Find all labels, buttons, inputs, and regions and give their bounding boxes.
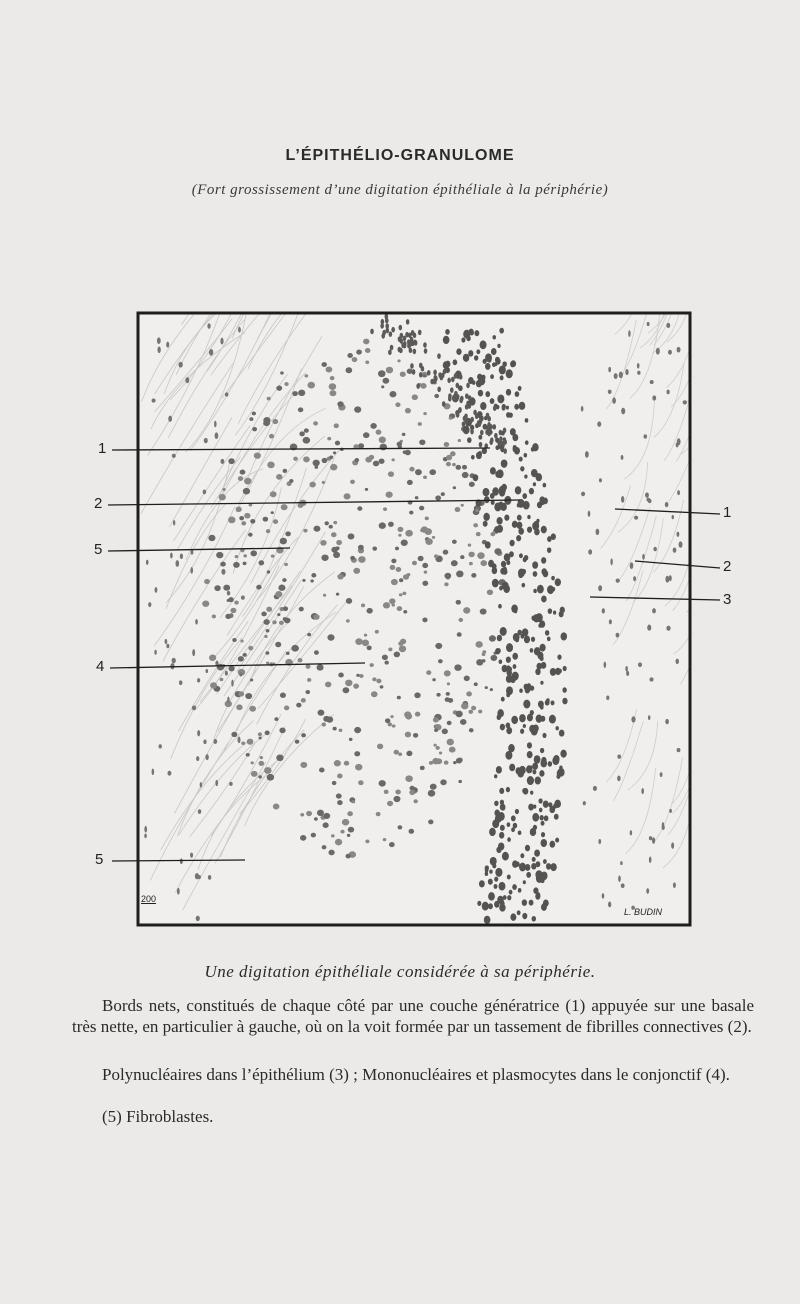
figure-label-1-right: 1 [723,504,732,521]
figure-label-4-left: 4 [96,658,105,675]
figure-label-3-right: 3 [723,591,732,608]
artist-signature: L. BUDIN [624,907,663,917]
figure-label-2-right: 2 [723,558,732,575]
caption-paragraph-1: Bords nets, constitués de chaque côté par une couche génératrice (1) appuyée sur une basale très nette, en particulier à gauche, où on la voit formée par un tassement de fibrilles connectives (2). [72,996,754,1036]
plate-background [138,313,690,925]
page-subtitle: (Fort grossissement d’une digitation épithéliale à la périphérie) [191,182,609,198]
figure-label-5-lower: 5 [95,851,104,868]
figure-caption: Une digitation épithéliale considérée à sa périphérie. [204,962,596,981]
caption-paragraph-2: Polynucléaires dans l’épithélium (3) ; Mononucléaires et plasmocytes dans le conjonctif (4). [102,1065,730,1084]
page-title: L’ÉPITHÉLIO-GRANULOME [285,147,515,164]
figure-label-1-left: 1 [98,440,107,457]
figure-label-5-left: 5 [94,541,103,558]
magnification-mark: 200 [141,894,157,904]
caption-paragraph-3: (5) Fibroblastes. [102,1107,214,1126]
figure-label-2-left: 2 [94,495,103,512]
